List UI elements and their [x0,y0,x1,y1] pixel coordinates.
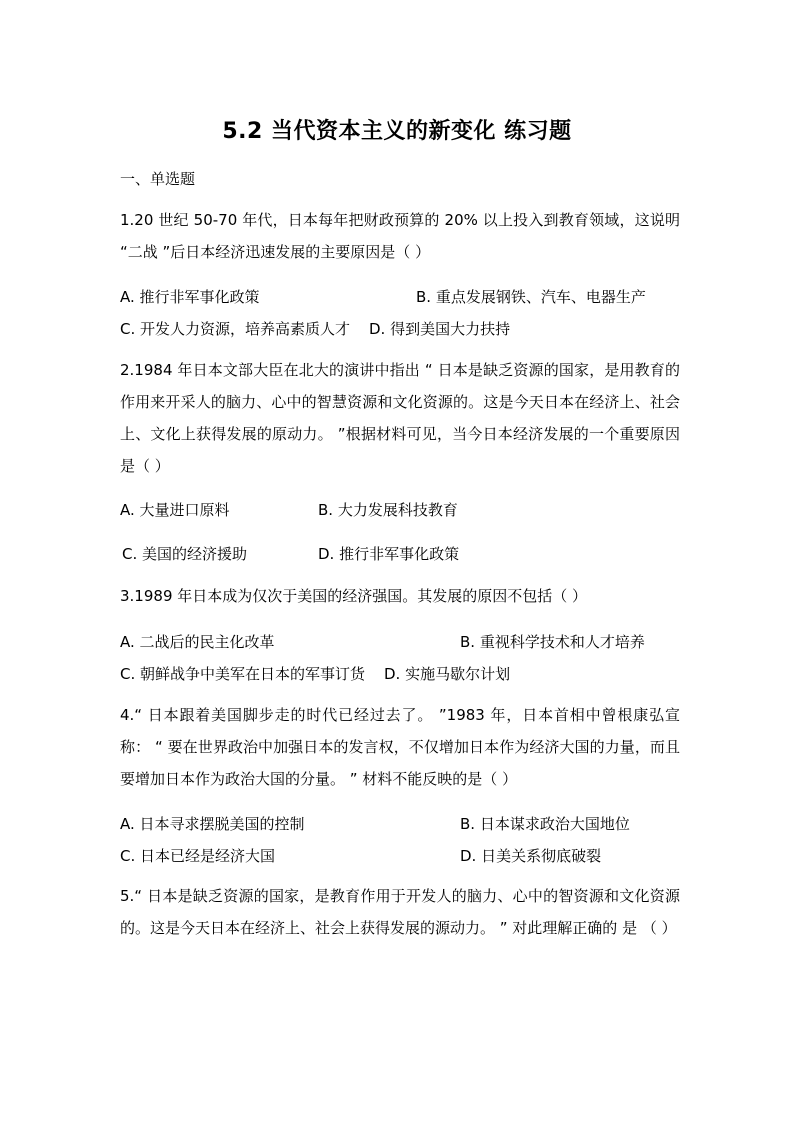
question-2-stem: 2.1984 年日本文部大臣在北大的演讲中指出 “ 日本是缺乏资源的国家，是用教育的作用来开采人的脑力、心中的智慧资源和文化资源的。这是今天日本在经济上、社会上、文化上获得发展的原动力。 ”根据材料可见，当今日本经济发展的一个重要原因是（ ） [120,361,680,475]
section-heading: 一、单选题 [120,170,196,188]
question-4-option-a: A. 日本寻求摆脱美国的控制 [120,815,305,833]
question-3-option-b: B. 重视科学技术和人才培养 [460,633,645,651]
question-4-option-d: D. 日美关系彻底破裂 [460,847,602,865]
question-3-option-c: C. 朝鲜战争中美军在日本的军事订货 [120,665,366,683]
question-2-option-a: A. 大量进口原料 [120,501,230,519]
question-4-option-c: C. 日本已经是经济大国 [120,847,276,865]
question-1-option-c: C. 开发人力资源，培养高素质人才 [120,320,351,338]
page-title: 5.2 当代资本主义的新变化 练习题 [222,119,572,144]
question-1-stem: 1.20 世纪 50-70 年代，日本每年把财政预算的 20% 以上投入到教育领域，这说明 “二战 ”后日本经济迅速发展的主要原因是（ ） [120,211,680,261]
question-1-option-d: D. 得到美国大力扶持 [369,320,511,338]
question-3-option-a: A. 二战后的民主化改革 [120,633,275,651]
question-3-stem: 3.1989 年日本成为仅次于美国的经济强国。其发展的原因不包括（ ） [120,587,588,605]
question-2-option-d: D. 推行非军事化政策 [318,545,460,563]
question-4-stem: 4.“ 日本跟着美国脚步走的时代已经过去了。 ”1983 年，日本首相中曾根康弘宣称： “ 要在世界政治中加强日本的发言权，不仅增加日本作为经济大国的力量，而且要增加日本作为政治大国的分量。 ” 材料不能反映的是（ ） [120,706,680,788]
question-2-option-c: C. 美国的经济援助 [122,545,248,563]
question-1-option-a: A. 推行非军事化政策 [120,288,260,306]
question-4-option-b: B. 日本谋求政治大国地位 [460,815,630,833]
question-2-option-b: B. 大力发展科技教育 [318,501,458,519]
question-5-stem: 5.“ 日本是缺乏资源的国家，是教育作用于开发人的脑力、心中的智资源和文化资源的。这是今天日本在经济上、社会上获得发展的源动力。 ” 对此理解正确的 是 （ ） [120,887,680,937]
question-1-option-b: B. 重点发展钢铁、汽车、电器生产 [416,288,646,306]
question-3-option-d: D. 实施马歇尔计划 [384,665,511,683]
